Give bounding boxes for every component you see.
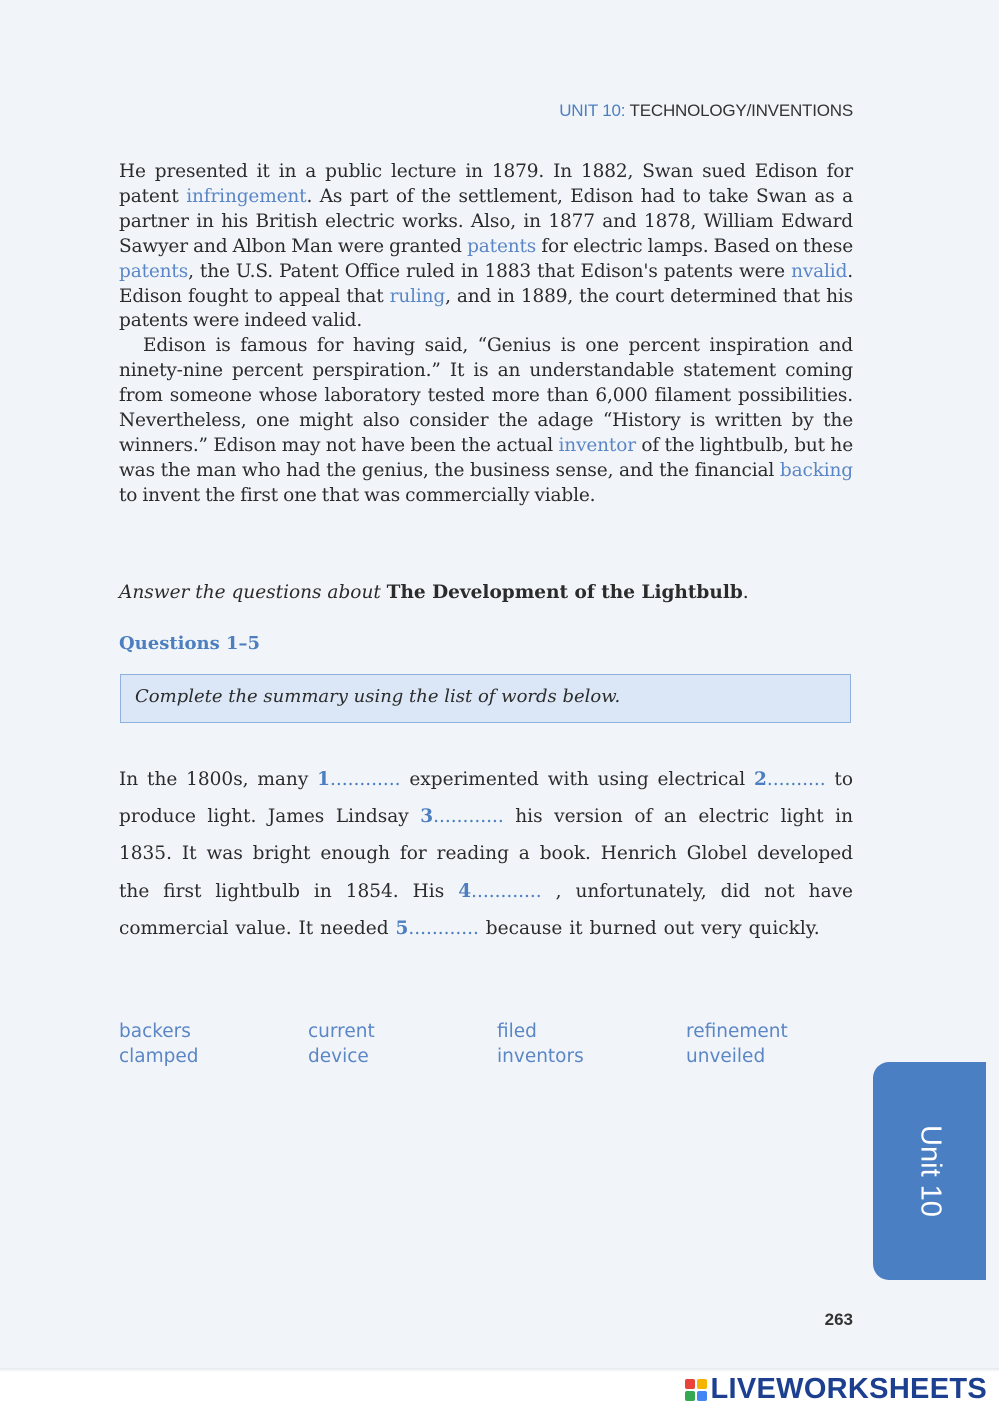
- blank-1[interactable]: [317, 769, 400, 790]
- page-edge: [0, 1368, 999, 1372]
- text-run: , unfortunately, did not have commercial value. It needed: [119, 880, 853, 939]
- running-header: [400, 101, 853, 121]
- page-number: 263: [824, 1310, 853, 1329]
- blank-dots: ............: [408, 917, 479, 939]
- text-run: for electric lamps. Based on these: [536, 235, 853, 257]
- blank-dots: ..........: [766, 769, 826, 790]
- word-option: backers: [119, 1021, 191, 1042]
- vocab-word-invalid: nvalid: [791, 260, 848, 282]
- logo-square: [697, 1391, 707, 1401]
- header-topic: TECHNOLOGY/INVENTIONS: [629, 101, 853, 120]
- text-run: his version of an electric light in 1835. It was bright enough for reading a book. Henrich Globel developed the first lightbulb in 1854. His: [119, 806, 853, 902]
- text-run: because it burned out very quickly.: [478, 917, 820, 939]
- liveworksheets-logo-icon: [685, 1379, 707, 1401]
- vocab-word-patents: patents: [467, 235, 537, 257]
- summary-paragraph: [119, 761, 853, 947]
- text-run: , the U.S. Patent Office ruled in 1883 that Edison's patents were: [188, 260, 792, 282]
- text-run: In the 1800s, many: [119, 769, 318, 790]
- text-run: Edison is famous for having said, “Genius is one percent inspiration and ninety-nine percent perspiration.” It is an understandable statement coming from someone whose laboratory tested more than 6,000 filament possibilities. Nevertheless, one might also consider the adage “History is written by the winners.” Edison may not have been the actual: [119, 335, 853, 456]
- blank-3[interactable]: [420, 806, 503, 827]
- unit-tab-label: Unit 10: [914, 1125, 946, 1217]
- text-run: of the lightbulb, but he was the man who had the genius, the business sense, and the financial: [119, 434, 853, 481]
- text-run: . As part of the settlement, Edison had to take Swan as a partner in his British electric works. Also, in 1877 and 1878, William Edward Sawyer and Albon Man were granted: [119, 185, 853, 257]
- word-option: current: [308, 1021, 375, 1042]
- blank-number: 1: [317, 769, 330, 790]
- vocab-word-inventor: inventor: [558, 434, 636, 456]
- blank-number: 2: [753, 769, 767, 790]
- word-option: filed: [497, 1021, 537, 1042]
- blank-number: 5: [395, 917, 409, 939]
- blank-dots: ............: [329, 769, 401, 790]
- instruction-line: [119, 582, 853, 603]
- text-run: to invent the first one that was commercially viable.: [119, 484, 596, 506]
- word-option: inventors: [497, 1046, 584, 1067]
- task-instruction-box: [120, 674, 851, 723]
- paragraph-2: [119, 334, 853, 508]
- word-option: refinement: [686, 1021, 788, 1042]
- text-run: , and in 1889, the court determined that his patents were indeed valid.: [119, 285, 853, 332]
- blank-number: 3: [420, 806, 434, 828]
- blank-2[interactable]: [754, 769, 826, 790]
- word-option: device: [308, 1046, 369, 1067]
- blank-dots: ............: [471, 880, 542, 902]
- blank-5[interactable]: [395, 918, 478, 939]
- questions-heading: Questions 1–5: [119, 633, 261, 654]
- paragraph-1: [119, 160, 853, 334]
- text-run: He presented it in a public lecture in 1879. In 1882, Swan sued Edison for patent: [119, 161, 853, 207]
- blank-4[interactable]: [458, 881, 541, 902]
- liveworksheets-brand[interactable]: [685, 1373, 988, 1406]
- instruction-prefix: Answer the questions about: [119, 582, 387, 603]
- text-run: experimented with using electrical: [400, 769, 754, 790]
- text-run: . Edison fought to appeal that: [119, 260, 853, 307]
- passage-title: The Development of the Lightbulb: [386, 582, 743, 603]
- word-option: unveiled: [686, 1046, 766, 1067]
- vocab-word-infringement: infringement: [186, 185, 307, 207]
- instruction-suffix: .: [742, 582, 749, 603]
- blank-dots: ............: [433, 806, 504, 828]
- header-unit: UNIT 10:: [559, 101, 626, 120]
- word-list: [119, 1020, 853, 1069]
- vocab-word-ruling: ruling: [389, 285, 446, 307]
- logo-square: [697, 1379, 707, 1389]
- blank-number: 4: [458, 880, 472, 902]
- unit-tab: [873, 1062, 986, 1280]
- reading-passage: [119, 160, 853, 509]
- word-option: clamped: [119, 1046, 199, 1067]
- logo-square: [685, 1379, 695, 1389]
- vocab-word-patents: patents: [119, 260, 189, 282]
- task-instruction-text: Complete the summary using the list of words below.: [135, 686, 621, 707]
- brand-name: LIVEWORKSHEETS: [710, 1373, 987, 1405]
- logo-square: [685, 1391, 695, 1401]
- vocab-word-backing: backing: [779, 459, 853, 481]
- text-run: to produce light. James Lindsay: [119, 769, 854, 828]
